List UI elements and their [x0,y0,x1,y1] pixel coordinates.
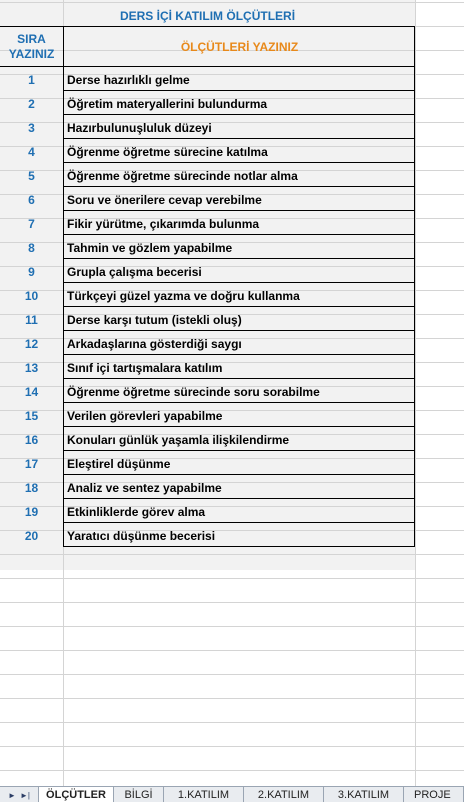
row-number-cell[interactable]: 19 [24,505,39,519]
column-header-number-line1: SIRA [17,31,46,46]
sheet-tab-bilgi[interactable]: BİLGİ [114,787,164,802]
row-border [63,330,415,331]
row-border [63,522,415,523]
sheet-tab-3-katilim[interactable]: 3.KATILIM [324,787,404,802]
row-number-cell[interactable]: 15 [24,409,39,423]
row-border [63,90,415,91]
column-header-criteria[interactable]: ÖLÇÜTLERİ YAZINIZ [180,39,299,54]
sheet-title-cell[interactable]: DERS İÇİ KATILIM ÖLÇÜTLERİ [119,9,296,23]
row-border [63,306,415,307]
criteria-cell[interactable]: Fikir yürütme, çıkarımda bulunma [67,217,260,231]
row-number-cell[interactable]: 1 [28,73,35,87]
row-border [63,234,415,235]
row-number-cell[interactable]: 17 [24,457,39,471]
sheet-tab-bar [0,786,464,802]
row-number-cell[interactable]: 14 [24,385,39,399]
row-number-cell[interactable]: 10 [24,289,39,303]
grid-line [0,770,464,771]
next-sheet-icon[interactable]: ► [8,790,16,800]
criteria-cell[interactable]: Öğrenme öğretme sürecine katılma [67,145,268,159]
header-bottom-border [0,66,415,67]
row-border [63,162,415,163]
grid-line [0,698,464,699]
grid-line [0,626,464,627]
grid-line [0,578,464,579]
criteria-cell[interactable]: Verilen görevleri yapabilme [67,409,223,423]
criteria-cell[interactable]: Arkadaşlarına gösterdiği saygı [67,337,242,351]
row-number-cell[interactable]: 8 [28,241,35,255]
criteria-cell[interactable]: Türkçeyi güzel yazma ve doğru kullanma [67,289,300,303]
criteria-cell[interactable]: Sınıf içi tartışmalara katılım [67,361,223,375]
criteria-cell[interactable]: Analiz ve sentez yapabilme [67,481,222,495]
row-border [63,210,415,211]
column-header-number[interactable] [0,27,63,66]
grid-line [0,650,464,651]
row-border [63,474,415,475]
row-border [63,138,415,139]
criteria-cell[interactable]: Yaratıcı düşünme becerisi [67,529,216,543]
criteria-cell[interactable]: Soru ve önerilere cevap verebilme [67,193,262,207]
row-number-cell[interactable]: 12 [24,337,39,351]
row-number-cell[interactable]: 20 [24,529,39,543]
sheet-tab-proje[interactable]: PROJE [404,787,464,802]
criteria-cell[interactable]: Tahmin ve gözlem yapabilme [67,241,233,255]
grid-line [0,554,464,555]
row-number-cell[interactable]: 9 [28,265,35,279]
row-border [63,258,415,259]
criteria-cell[interactable]: Derse hazırlıklı gelme [67,73,190,87]
criteria-cell[interactable]: Öğretim materyallerini bulundurma [67,97,268,111]
row-number-cell[interactable]: 4 [28,145,35,159]
row-border [63,450,415,451]
sheet-tab-2-katilim[interactable]: 2.KATILIM [244,787,324,802]
table-inner-vertical-border [63,26,64,547]
row-number-cell[interactable]: 2 [28,97,35,111]
sheet-tab-olcutler[interactable]: ÖLÇÜTLER [38,787,114,802]
row-border [63,114,415,115]
row-border [63,378,415,379]
row-number-cell[interactable]: 13 [24,361,39,375]
table-right-border [414,26,415,547]
row-border [63,546,415,547]
row-number-cell[interactable]: 11 [25,313,38,327]
grid-line [0,674,464,675]
criteria-cell[interactable]: Konuları günlük yaşamla ilişkilendirme [67,433,290,447]
row-number-cell[interactable]: 3 [28,121,35,135]
row-border [63,354,415,355]
row-border [63,498,415,499]
criteria-cell[interactable]: Eleştirel düşünme [67,457,171,471]
row-number-cell[interactable]: 5 [28,169,35,183]
row-number-cell[interactable]: 7 [28,217,35,231]
criteria-cell[interactable]: Derse karşı tutum (istekli oluş) [67,313,242,327]
row-border [63,186,415,187]
column-header-number-line2: YAZINIZ [8,46,55,61]
row-number-cell[interactable]: 16 [24,433,39,447]
last-sheet-icon[interactable]: ►| [20,790,30,800]
criteria-cell[interactable]: Grupla çalışma becerisi [67,265,202,279]
grid-line [0,602,464,603]
criteria-cell[interactable]: Etkinliklerde görev alma [67,505,206,519]
column-divider-b-c [415,0,416,786]
grid-line [0,746,464,747]
row-number-cell[interactable]: 18 [24,481,39,495]
row-border [63,282,415,283]
criteria-cell[interactable]: Hazırbulunuşluluk düzeyi [67,121,212,135]
row-border [63,426,415,427]
grid-line [0,2,464,3]
row-border [63,402,415,403]
criteria-cell[interactable]: Öğrenme öğretme sürecinde notlar alma [67,169,298,183]
row-number-cell[interactable]: 6 [28,193,35,207]
sheet-tab-1-katilim[interactable]: 1.KATILIM [164,787,244,802]
criteria-cell[interactable]: Öğrenme öğretme sürecinde soru sorabilme [67,385,320,399]
grid-line [0,722,464,723]
